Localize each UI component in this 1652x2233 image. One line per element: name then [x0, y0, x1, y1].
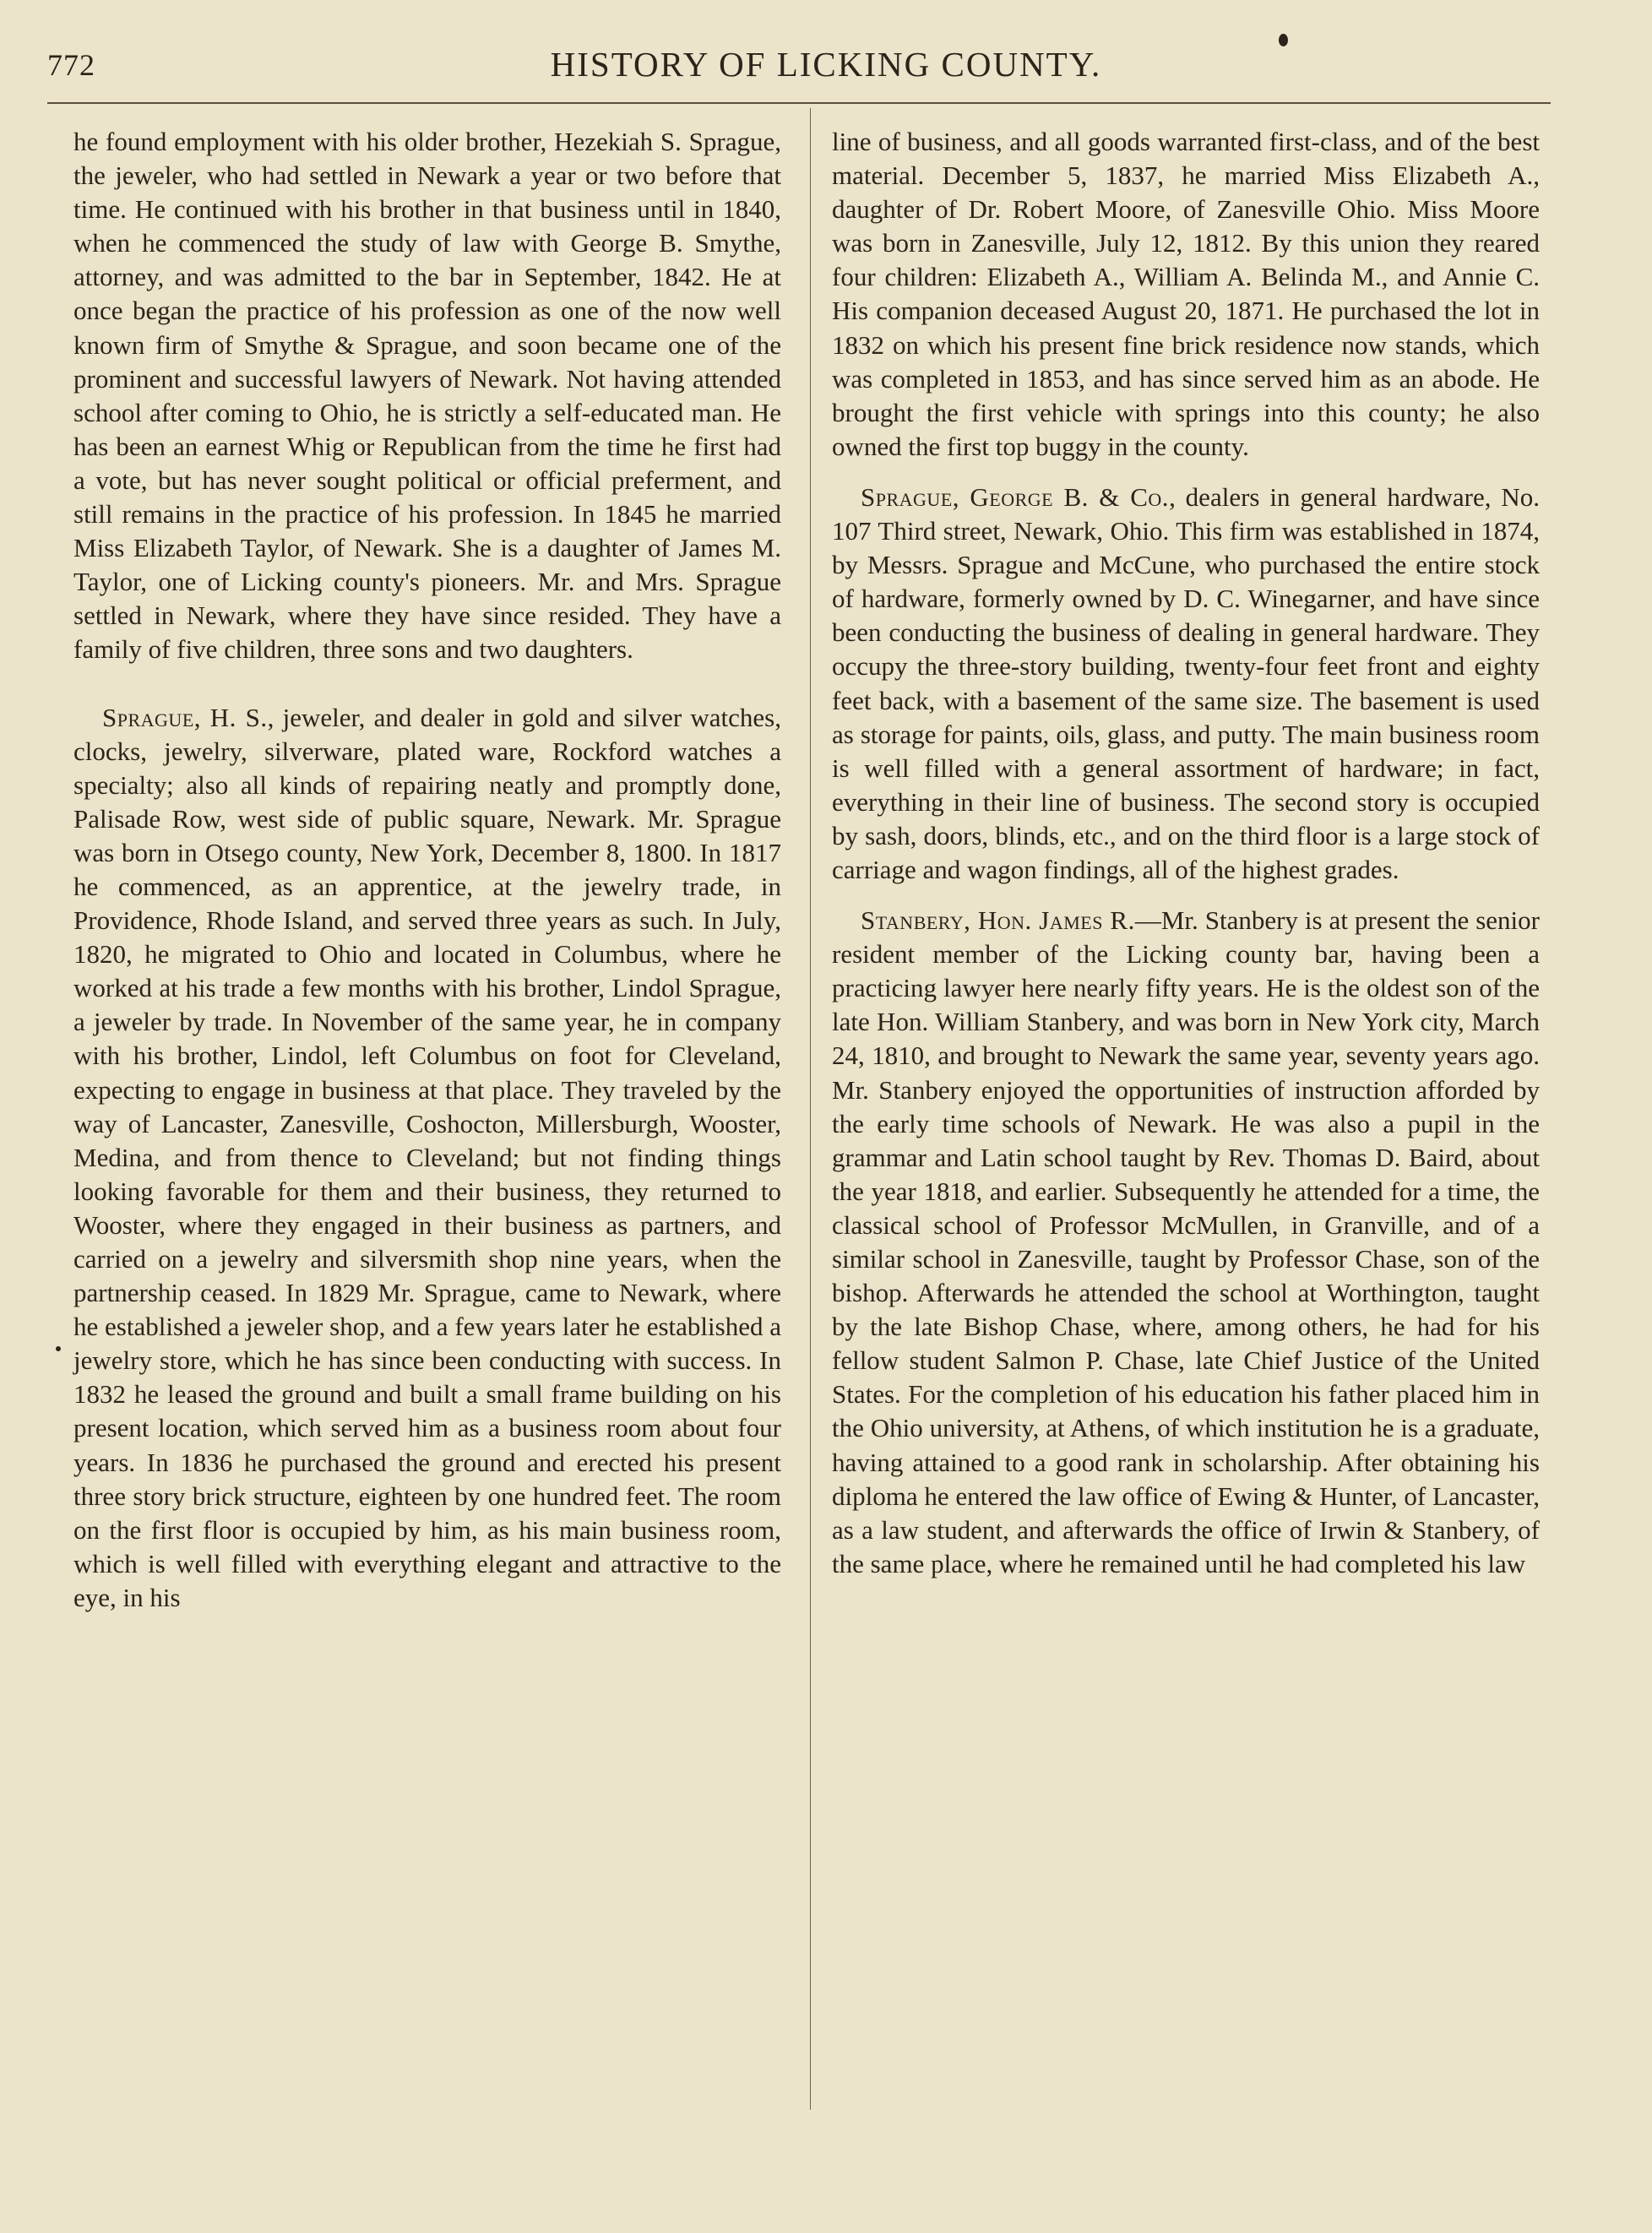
ink-blot-mark [1279, 34, 1288, 46]
entry-heading: Stanbery, Hon. James R. [861, 905, 1135, 936]
entry-body: , jeweler, and dealer in gold and silver watches, clocks, jewelry, silverware, plated ware, Rockford watches a specialty; also all kinds of repairing neatly and promptly done, Palisade Row, west side of public square, Newark. Mr. Sprague was born in Otsego county, New York, December 8, 1800. In 1817 he commenced, as an apprentice, at the jewelry trade, in Providence, Rhode Island, and served three years as such. In July, 1820, he migrated to Ohio and located in Columbus, where he worked at his trade a few months with his brother, Lindol Sprague, a jeweler by trade. In November of the same year, he in company with his brother, Lindol, left Columbus on foot for Cleveland, expecting to engage in business at that place. They traveled by the way of Lancaster, Zanesville, Coshocton, Millersburgh, Wooster, Medina, and from thence to Cleveland; but not finding things looking favorable for them and their business, they returned to Wooster, where they engaged in their business as partners, and carried on a jewelry and silversmith shop nine years, when the partnership ceased. In 1829 Mr. Sprague, came to Newark, where he established a jeweler shop, and a few years later he established a jewelry store, which he has since been conducting with success. In 1832 he leased the ground and built a small frame building on his present location, which served him as a business room about four years. In 1836 he purchased the ground and erected his present three story brick structure, eighteen by one hundred feet. The room on the first floor is occupied by him, as his main business room, which is well filled with everything elegant and attractive to the eye, in his [73, 702, 781, 1612]
header-rule [47, 102, 1551, 104]
paragraph-sprague-h-s-continued: line of business, and all goods warranted first-class, and of the best material. December 5, 1837, he married Miss Elizabeth A., daughter of Dr. Robert Moore, of Zanesville Ohio. Miss Moore was born in Zanesville, July 12, 1812. By this union they reared four children: Elizabeth A., William A. Belinda M., and Annie C. His companion deceased August 20, 1871. He purchased the lot in 1832 on which his present fine brick residence now stands, which was completed in 1853, and has since served him as an abode. He brought the first vehicle with springs into this county; he also owned the first top buggy in the county. [832, 127, 1540, 461]
entry-body: —Mr. Stanbery is at present the senior resident member of the Licking county bar, having been a practicing lawyer here nearly fifty years. He is the oldest son of the late Hon. William Stanbery, and was born in New York city, March 24, 1810, and brought to Newark the same year, seventy years ago. Mr. Stanbery enjoyed the opportunities of instruction afforded by the early time schools of Newark. He was also a pupil in the grammar and Latin school taught by Rev. Thomas D. Baird, about the year 1818, and earlier. Subsequently he attended for a time, the classical school of Professor McMullen, in Granville, and of a similar school in Zanesville, taught by Professor Chase, son of the bishop. Afterwards he attended the school at Worthington, taught by the late Bishop Chase, where, among others, he had for his fellow student Salmon P. Chase, late Chief Justice of the United States. For the completion of his education his father placed him in the Ohio university, at Athens, of which institution he is a graduate, having attained to a good rank in scholarship. After obtaining his diploma he entered the law office of Ewing & Hunter, of Lancaster, as a law student, and afterwards the office of Irwin & Stanbery, of the same place, where he remained until he had completed his law [832, 905, 1540, 1578]
entry-sprague-h-s [73, 701, 781, 1616]
entry-heading: Sprague, George B. & Co. [861, 481, 1170, 512]
page-number: 772 [47, 48, 95, 82]
column-divider [810, 108, 811, 2110]
paragraph-sprague-continued: he found employment with his older brother, Hezekiah S. Sprague, the jeweler, who had settled in Newark a year or two before that time. He continued with his brother in that business until in 1840, when he commenced the study of law with George B. Smythe, attorney, and was admitted to the bar in September, 1842. He at once began the practice of his profession as one of the now well known firm of Smythe & Sprague, and soon became one of the prominent and successful lawyers of Newark. Not having attended school after coming to Ohio, he is strictly a self-educated man. He has been an earnest Whig or Republican from the time he first had a vote, but has never sought political or official preferment, and still remains in the practice of his profession. In 1845 he married Miss Elizabeth Taylor, of Newark. She is a daughter of James M. Taylor, one of Licking county's pioneers. Mr. and Mrs. Sprague settled in Newark, where they have since resided. They have a family of five children, three sons and two daughters. [73, 127, 781, 665]
left-column [73, 125, 781, 1615]
entry-heading: Sprague, H. S. [102, 702, 268, 732]
running-head-title: HISTORY OF LICKING COUNTY. [550, 45, 1102, 84]
entry-body: , dealers in general hardware, No. 107 Third street, Newark, Ohio. This firm was established in 1874, by Messrs. Sprague and McCune, who purchased the entire stock of hardware, formerly owned by D. C. Winegarner, and have since been conducting the business of dealing in general hardware. They occupy the three-story building, twenty-four feet front and eighty feet back, with a basement of the same size. The basement is used as storage for paints, oils, glass, and putty. The main business room is well filled with a general assortment of hardware; in fact, everything in their line of business. The second story is occupied by sash, doors, blinds, etc., and on the third floor is a large stock of carriage and wagon findings, all of the highest grades. [832, 481, 1540, 884]
entry-stanbery-james-r [832, 904, 1540, 1581]
ink-speck-mark [56, 1346, 61, 1351]
right-column [832, 125, 1540, 1581]
entry-sprague-george-b-co [832, 481, 1540, 887]
